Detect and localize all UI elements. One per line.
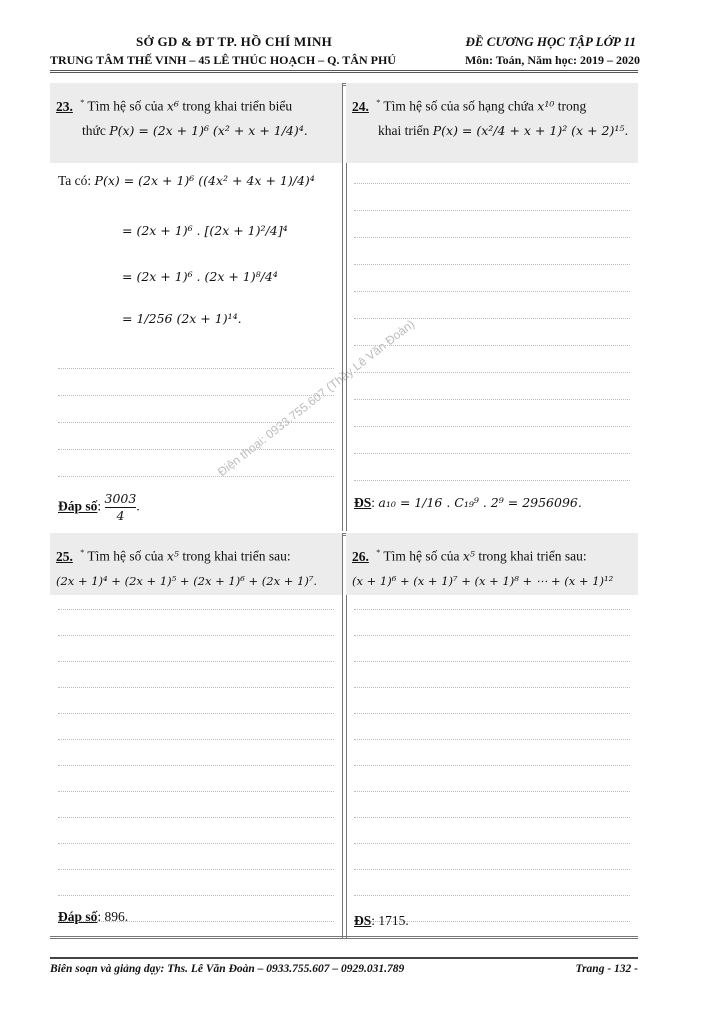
problem-26: [346, 533, 638, 939]
problem-number: 26.: [352, 548, 369, 564]
answer: ĐS: a₁₀ = 1/16 . C₁₉⁹ . 2⁹ = 2956096.: [354, 495, 582, 510]
problem-number: 24.: [352, 98, 369, 114]
problem-expression: (2x + 1)⁴ + (2x + 1)⁵ + (2x + 1)⁶ + (2x + 1)⁷.: [56, 573, 318, 588]
solution-line: P(x) = (2x + 1)⁶ ((4x² + 4x + 1)/4)⁴: [94, 173, 315, 188]
watermark: Điện thoại: 0933.755.607 (Thầy Lê Văn Đoàn): [215, 316, 418, 480]
problem-23-statement: 23. * Tìm hệ số của x⁶ trong khai triển biểu thức P(x) = (2x + 1)⁶ (x² + x + 1/4)⁴.: [50, 83, 342, 163]
problem-grid-top: [50, 83, 638, 531]
solution-line: = (2x + 1)⁶ . [(2x + 1)²/4]⁴: [122, 223, 288, 238]
problem-number: 25.: [56, 548, 73, 564]
ruled-lines: [58, 368, 334, 477]
problem-26-statement: 26. * Tìm hệ số của x⁵ trong khai triển sau: (x + 1)⁶ + (x + 1)⁷ + (x + 1)⁸ + ⋯ + (x + 1)¹²: [346, 533, 638, 595]
header-center: TRUNG TÂM THẾ VINH – 45 LÊ THÚC HOẠCH – Q. TÂN PHÚ: [50, 53, 396, 67]
ruled-lines: [354, 183, 630, 481]
header-rule: [50, 70, 638, 73]
problem-23: 23. * Tìm hệ số của x⁶ trong khai triển biểu thức P(x) = (2x + 1)⁶ (x² + x + 1/4)⁴. Ta có: P(x) = (2x + 1)⁶ ((4x² + 4x + 1)/4)⁴ = (2x + 1)⁶ . [(2x + 1)²/4]⁴ = (2x + 1)⁶ . (2x + 1)⁸/4⁴ = 1/256 (2x + 1)¹⁴. Đáp số: $\frac{3003}{4}$ .: [50, 83, 342, 531]
footer-author: Biên soạn và giảng dạy: Ths. Lê Văn Đoàn – 0933.755.607 – 0929.031.789: [50, 963, 405, 975]
header-subject-year: Môn: Toán, Năm học: 2019 – 2020: [464, 53, 640, 67]
footer-rule: [50, 957, 638, 959]
solution-line: = 1/256 (2x + 1)¹⁴.: [122, 311, 242, 326]
header-department: SỞ GD & ĐT TP. HỒ CHÍ MINH: [136, 34, 333, 49]
problem-24-statement: 24. * Tìm hệ số của số hạng chứa x¹⁰ trong khai triển P(x) = (x²/4 + x + 1)² (x + 2)¹⁵.: [346, 83, 638, 163]
page-number: Trang - 132 -: [575, 963, 638, 975]
answer-fraction: $\frac{3003}{4}$: [104, 491, 137, 523]
header-course-title: ĐỀ CƯƠNG HỌC TẬP LỚP 11: [465, 34, 636, 49]
problem-expression: P(x) = (x²/4 + x + 1)² (x + 2)¹⁵.: [432, 122, 629, 138]
page-header: [50, 34, 640, 68]
answer: ĐS: 1715.: [354, 913, 409, 928]
problem-expression: (x + 1)⁶ + (x + 1)⁷ + (x + 1)⁸ + ⋯ + (x + 1)¹²: [352, 573, 614, 588]
page-footer: [50, 963, 638, 975]
problem-grid-bottom: [50, 533, 638, 939]
problem-25: [50, 533, 342, 939]
problem-25-statement: 25. * Tìm hệ số của x⁵ trong khai triển sau: (2x + 1)⁴ + (2x + 1)⁵ + (2x + 1)⁶ + (2x + 1)⁷.: [50, 533, 342, 595]
answer: Đáp số: $\frac{3003}{4}$ .: [58, 491, 140, 523]
problem-24: [346, 83, 638, 531]
ruled-lines: [58, 609, 334, 922]
answer: Đáp số: 896.: [58, 909, 129, 924]
ruled-lines: [354, 609, 630, 922]
solution-line: = (2x + 1)⁶ . (2x + 1)⁸/4⁴: [122, 269, 278, 284]
problem-number: 23.: [56, 98, 73, 114]
problem-expression: P(x) = (2x + 1)⁶ (x² + x + 1/4)⁴.: [109, 122, 308, 138]
